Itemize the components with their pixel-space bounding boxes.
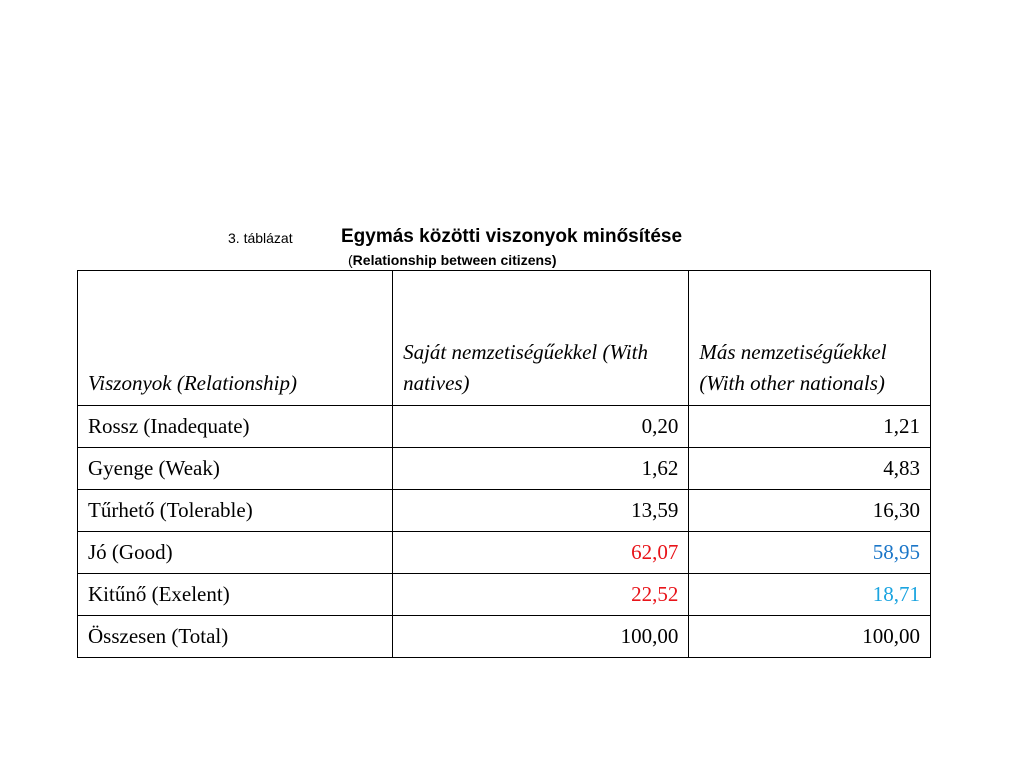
- value-others: 1,21: [689, 406, 931, 448]
- header-with-other-nationals: Más nemzetiségűekkel (With other nationals): [689, 271, 931, 406]
- subtitle-text: Relationship between citizens): [352, 252, 557, 268]
- table-row: [78, 532, 931, 574]
- value-others: 4,83: [689, 448, 931, 490]
- row-label: Gyenge (Weak): [78, 448, 393, 490]
- header-relationship: Viszonyok (Relationship): [78, 271, 393, 406]
- table-subtitle: [348, 252, 557, 268]
- value-natives: 1,62: [393, 448, 689, 490]
- value-natives: 0,20: [393, 406, 689, 448]
- header-with-natives: Saját nemzetiségűekkel (With natives): [393, 271, 689, 406]
- relationship-table: [77, 270, 931, 658]
- row-label: Jó (Good): [78, 532, 393, 574]
- table-number-label: 3. táblázat: [228, 230, 293, 246]
- table-row: [78, 490, 931, 532]
- table-row: [78, 406, 931, 448]
- value-others: 100,00: [689, 616, 931, 658]
- table-header-row: [78, 271, 931, 406]
- value-natives-highlighted: 22,52: [393, 574, 689, 616]
- table-row: [78, 448, 931, 490]
- row-label: Összesen (Total): [78, 616, 393, 658]
- row-label: Tűrhető (Tolerable): [78, 490, 393, 532]
- value-others-highlighted: 58,95: [689, 532, 931, 574]
- row-label: Kitűnő (Exelent): [78, 574, 393, 616]
- table-row-total: [78, 616, 931, 658]
- value-others: 16,30: [689, 490, 931, 532]
- row-label: Rossz (Inadequate): [78, 406, 393, 448]
- subtitle-open-paren: (: [348, 252, 353, 268]
- value-natives: 13,59: [393, 490, 689, 532]
- table-title: Egymás közötti viszonyok minősítése: [341, 226, 683, 247]
- value-others-highlighted: 18,71: [689, 574, 931, 616]
- value-natives-highlighted: 62,07: [393, 532, 689, 574]
- table-row: [78, 574, 931, 616]
- value-natives: 100,00: [393, 616, 689, 658]
